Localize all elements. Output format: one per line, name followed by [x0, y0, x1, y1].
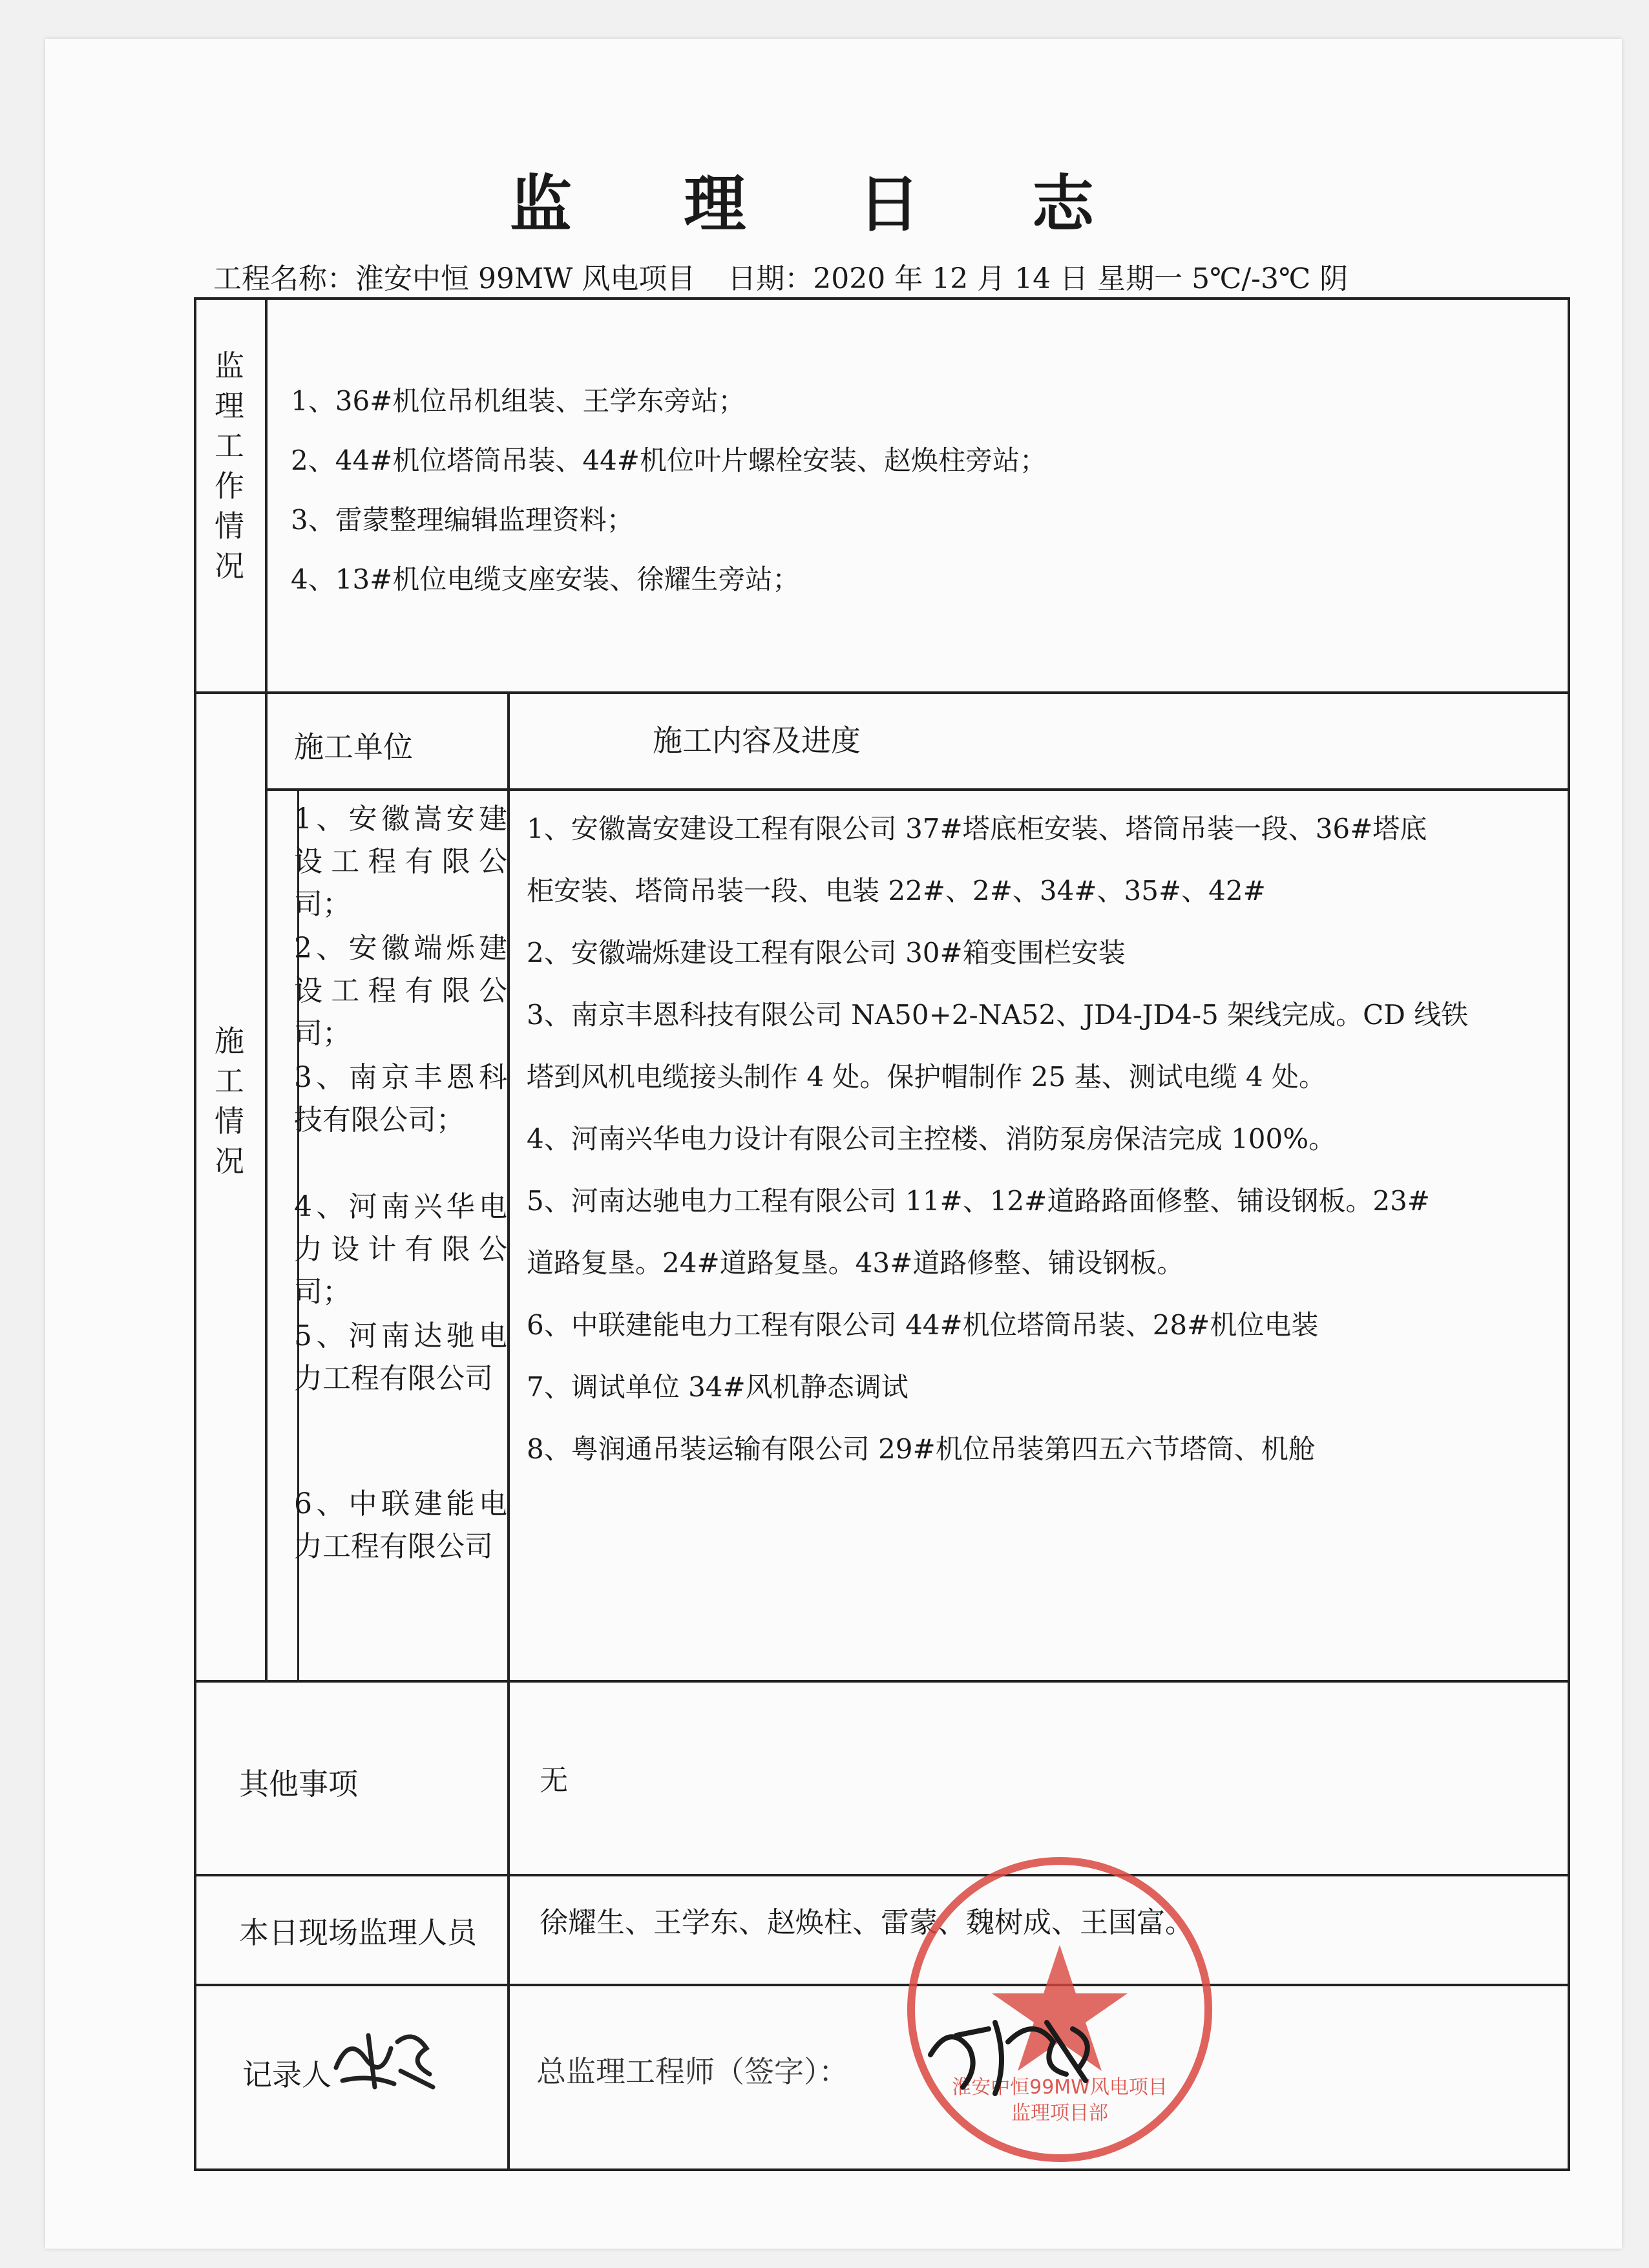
col-divider — [265, 297, 268, 1680]
row-divider — [194, 1680, 1570, 1683]
list-item: 5、河南达驰电力工程有限公司 11#、12#道路路面修整、铺设钢板。23# — [527, 1185, 1430, 1217]
other-value: 无 — [540, 1764, 568, 1797]
list-item: 1、安徽嵩安建设工程有限公司； — [294, 803, 507, 921]
list-item: 4、河南兴华电力设计有限公司主控楼、消防泵房保洁完成 100%。 — [527, 1123, 1336, 1155]
list-item: 2、44#机位塔筒吊装、44#机位叶片螺栓安装、赵焕柱旁站； — [291, 445, 1047, 476]
header-line — [213, 255, 1473, 297]
supervision-list — [291, 385, 1047, 625]
col-divider — [507, 691, 510, 1680]
other-label: 其他事项 — [239, 1767, 358, 1801]
supervision-label: 监 理 工 作 情 况 — [215, 348, 244, 583]
page-title: 监 理 日 志 — [509, 168, 1140, 240]
unit-list — [294, 798, 507, 1612]
project-name: 工程名称：淮安中恒 99MW 风电项目 — [213, 262, 696, 295]
row-divider — [265, 788, 1570, 791]
svg-text:监理项目部: 监理项目部 — [1011, 2102, 1108, 2125]
list-item: 2、安徽端烁建设工程有限公司； — [294, 932, 507, 1050]
list-item: 3、雷蒙整理编辑监理资料； — [291, 504, 634, 536]
list-item: 3、南京丰恩科技有限公司； — [294, 1061, 507, 1137]
list-item: 1、安徽嵩安建设工程有限公司 37#塔底柜安装、塔筒吊装一段、36#塔底 — [527, 813, 1427, 845]
svg-text:淮安中恒99MW风电项目: 淮安中恒99MW风电项目 — [952, 2076, 1168, 2099]
recorder-signature — [330, 2022, 439, 2100]
progress-list — [527, 798, 1535, 1480]
list-item: 4、13#机位电缆支座安装、徐耀生旁站； — [291, 563, 800, 595]
chief-label: 总监理工程师（签字）： — [536, 2054, 848, 2089]
list-item: 3、南京丰恩科技有限公司 NA50+2-NA52、JD4-JD4-5 架线完成。CD 线铁 — [527, 999, 1469, 1031]
row-divider — [194, 1874, 1570, 1876]
list-item: 柜安装、塔筒吊装一段、电装 22#、2#、34#、35#、42# — [527, 875, 1266, 907]
column-header-unit: 施工单位 — [294, 730, 413, 764]
row-divider — [194, 1984, 1570, 1986]
recorder-label: 记录人 — [242, 2057, 331, 2092]
col-divider — [507, 1680, 510, 2171]
chief-signature — [918, 2003, 1111, 2106]
construction-label: 施 工 情 况 — [215, 1024, 244, 1179]
list-item: 2、安徽端烁建设工程有限公司 30#箱变围栏安装 — [527, 937, 1126, 969]
list-item: 6、中联建能电力工程有限公司 — [294, 1487, 507, 1563]
list-item: 6、中联建能电力工程有限公司 44#机位塔筒吊装、28#机位电装 — [527, 1309, 1319, 1341]
staff-label: 本日现场监理人员 — [239, 1915, 477, 1950]
list-item: 1、36#机位吊机组装、王学东旁站； — [291, 385, 746, 417]
staff-value: 徐耀生、王学东、赵焕柱、雷蒙、魏树成、王国富。 — [540, 1906, 1193, 1939]
list-item: 8、粤润通吊装运输有限公司 29#机位吊装第四五六节塔筒、机舱 — [527, 1433, 1316, 1465]
list-item: 5、河南达驰电力工程有限公司 — [294, 1319, 507, 1395]
row-divider — [194, 691, 1570, 694]
list-item: 7、调试单位 34#风机静态调试 — [527, 1371, 909, 1403]
list-item: 道路复垦。24#道路复垦。43#道路修整、铺设钢板。 — [527, 1247, 1184, 1279]
log-date: 日期：2020 年 12 月 14 日 星期一 5℃/-3℃ 阴 — [728, 262, 1349, 295]
list-item: 4、河南兴华电力设计有限公司； — [294, 1190, 507, 1308]
column-header-progress: 施工内容及进度 — [653, 723, 861, 758]
list-item: 塔到风机电缆接头制作 4 处。保护帽制作 25 基、测试电缆 4 处。 — [527, 1061, 1326, 1093]
